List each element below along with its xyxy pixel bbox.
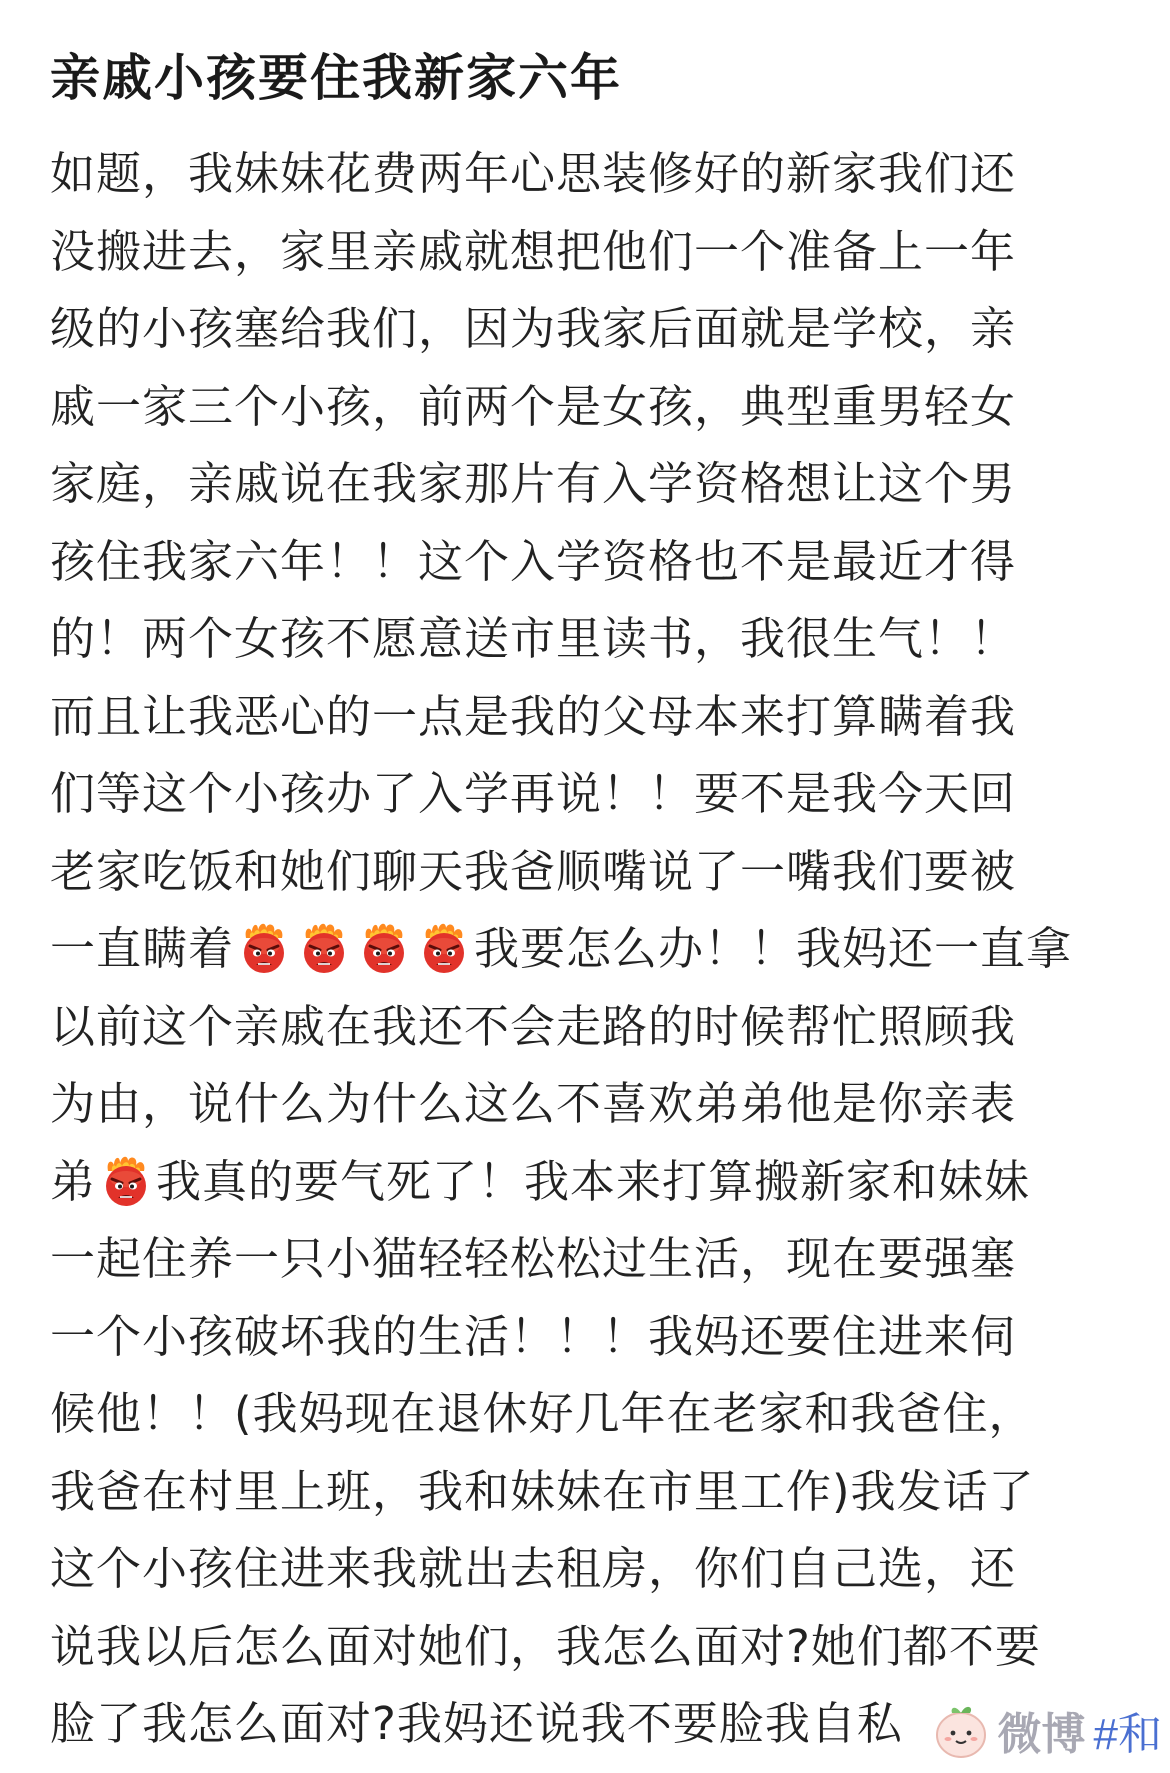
body-line <box>50 368 1130 446</box>
body-text: 我爸在村里上班，我和妹妹在市里工作)我发话了 <box>50 1464 1035 1518</box>
body-text: 的！两个女孩不愿意送市里读书，我很生气！！ <box>50 612 1017 665</box>
body-line <box>50 833 1130 911</box>
body-line <box>50 678 1130 756</box>
body-text: 一个小孩破坏我的生活！！！我妈还要住进来伺 <box>50 1309 1017 1363</box>
body-line <box>50 1143 1130 1221</box>
body-text: 一起住养一只小猫轻轻松松过生活，现在要强塞 <box>50 1232 1017 1285</box>
body-line <box>50 1375 1130 1453</box>
body-text: 级的小孩塞给我们，因为我家后面就是学校，亲 <box>50 302 1017 355</box>
body-line <box>50 600 1130 678</box>
post-title: 亲戚小孩要住我新家六年 <box>50 49 622 107</box>
body-text: 我要怎么办！！我妈还一直拿 <box>474 922 1073 975</box>
body-text: 老家吃饭和她们聊天我爸顺嘴说了一嘴我们要被 <box>50 844 1017 898</box>
angry-face-emoji <box>236 920 292 976</box>
body-line <box>50 988 1130 1066</box>
body-text: 以前这个亲戚在我还不会走路的时候帮忙照顾我 <box>50 999 1017 1053</box>
body-text: 孩住我家六年！！这个入学资格也不是最近才得 <box>50 534 1017 588</box>
body-line <box>50 1220 1130 1298</box>
body-line <box>50 523 1130 601</box>
body-text: 如题，我妹妹花费两年心思装修好的新家我们还 <box>50 147 1017 200</box>
angry-face-emoji <box>296 920 352 976</box>
body-line <box>50 1453 1130 1531</box>
angry-face-emoji <box>356 920 412 976</box>
post-body <box>50 135 1130 1763</box>
body-text: 弟 <box>50 1154 97 1208</box>
body-line <box>50 213 1130 291</box>
watermark <box>928 1695 1162 1765</box>
body-text: 没搬进去，家里亲戚就想把他们一个准备上一年 <box>50 224 1017 278</box>
body-line <box>50 1608 1130 1686</box>
body-text: 我真的要气死了！我本来打算搬新家和妹妹 <box>156 1154 1031 1208</box>
body-text: 脸了我怎么面对?我妈还说我不要脸我自私 <box>50 1697 903 1750</box>
body-text: 家庭，亲戚说在我家那片有入学资格想让这个男 <box>50 457 1017 510</box>
body-text: 说我以后怎么面对她们，我怎么面对?她们都不要 <box>50 1619 1041 1673</box>
body-line <box>50 1530 1130 1608</box>
body-text: 们等这个小孩办了入学再说！！要不是我今天回 <box>50 767 1017 820</box>
angry-face-emoji <box>98 1153 154 1209</box>
body-text: 这个小孩住进来我就出去租房，你们自己选，还 <box>50 1542 1017 1595</box>
weibo-peach-mascot-icon <box>928 1697 994 1763</box>
body-text: 候他！！(我妈现在退休好几年在老家和我爸住， <box>50 1387 1035 1440</box>
body-text: 而且让我恶心的一点是我的父母本来打算瞒着我 <box>50 689 1017 743</box>
watermark-text: 微博 <box>997 1710 1086 1759</box>
body-line <box>50 290 1130 368</box>
body-line <box>50 445 1130 523</box>
body-line <box>50 1065 1130 1143</box>
body-line <box>50 1298 1130 1376</box>
hashtag-link[interactable]: #和 <box>1093 1710 1162 1759</box>
body-text: 戚一家三个小孩，前两个是女孩，典型重男轻女 <box>50 379 1017 433</box>
body-line <box>50 755 1130 833</box>
body-line <box>50 135 1130 213</box>
body-text: 一直瞒着 <box>50 922 235 975</box>
body-line <box>50 910 1130 988</box>
angry-face-emoji <box>416 920 472 976</box>
body-text: 为由，说什么为什么这么不喜欢弟弟他是你亲表 <box>50 1077 1017 1130</box>
